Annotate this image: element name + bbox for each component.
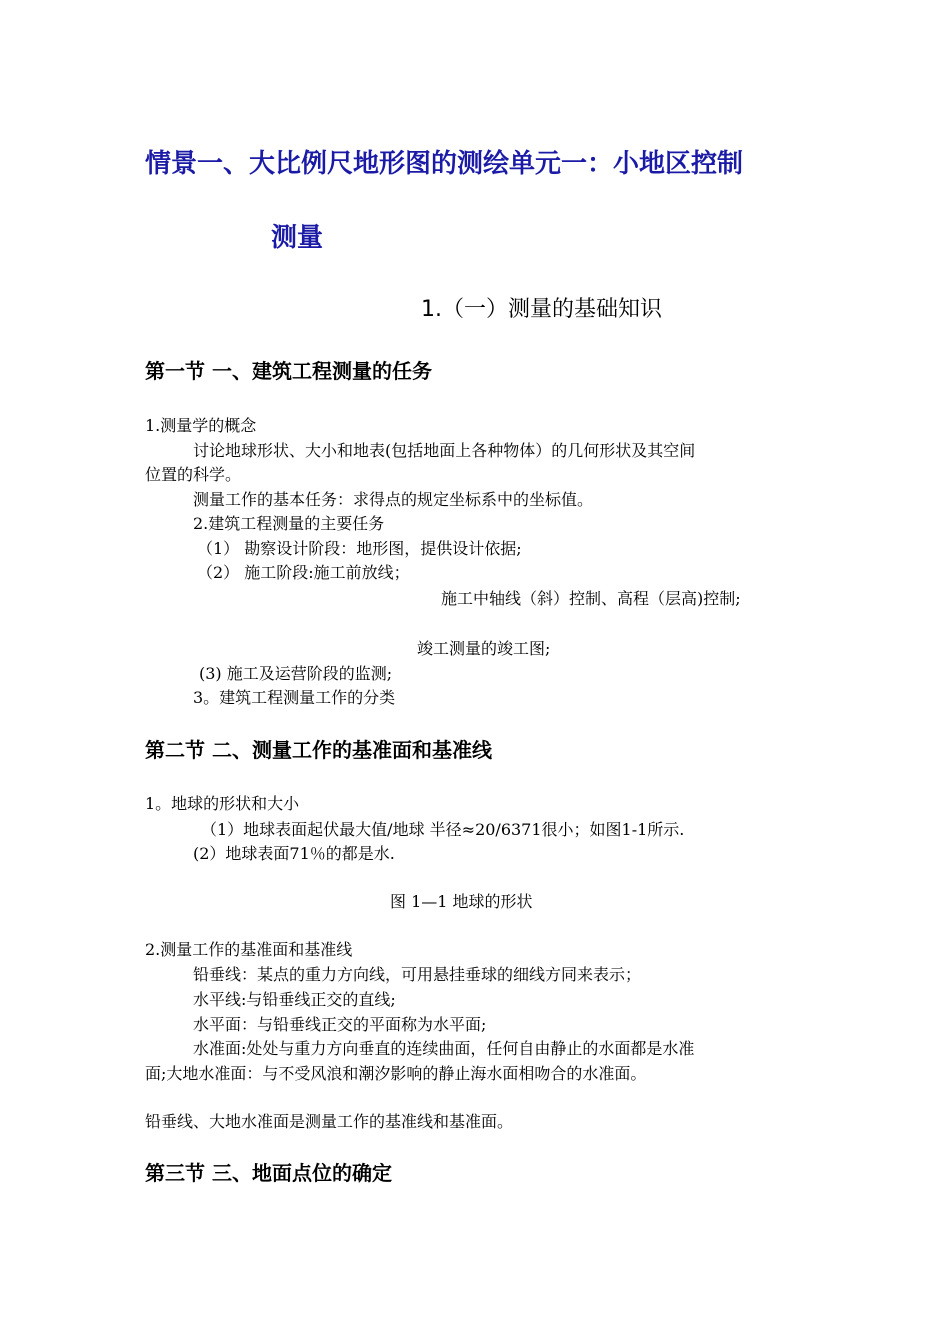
paragraph: 1。地球的形状和大小 bbox=[145, 794, 300, 813]
section-1-heading: 第一节 一、建筑工程测量的任务 bbox=[145, 359, 432, 383]
paragraph: 铅垂线：某点的重力方向线，可用悬挂垂球的细线方同来表示； bbox=[193, 965, 642, 984]
list-item: (3) 施工及运营阶段的监测; bbox=[199, 664, 393, 683]
paragraph: 水准面:处处与重力方向垂直的连续曲面，任何自由静止的水面都是水准 bbox=[193, 1039, 695, 1058]
list-item: (2）地球表面71％的都是水. bbox=[193, 844, 395, 863]
subtitle: 1.（一）测量的基础知识 bbox=[421, 297, 662, 322]
paragraph: 测量工作的基本任务：求得点的规定坐标系中的坐标值。 bbox=[193, 490, 594, 509]
list-item: （1） 勘察设计阶段：地形图，提供设计依据; bbox=[197, 539, 522, 558]
list-item: （1）地球表面起伏最大值/地球 半径≈20/6371很小；如图1-1所示. bbox=[201, 820, 685, 839]
figure-caption: 图 1—1 地球的形状 bbox=[390, 892, 533, 911]
paragraph: 2.建筑工程测量的主要任务 bbox=[193, 514, 385, 533]
list-item: 施工中轴线（斜）控制、高程（层高)控制; bbox=[441, 589, 741, 608]
title-line-1: 情景一、大比例尺地形图的测绘单元一：小地区控制 bbox=[145, 149, 744, 179]
paragraph: 水平线:与铅垂线正交的直线; bbox=[193, 990, 396, 1009]
paragraph: 3。建筑工程测量工作的分类 bbox=[193, 688, 396, 707]
list-item: 竣工测量的竣工图; bbox=[417, 639, 551, 658]
paragraph: 铅垂线、大地水准面是测量工作的基准线和基准面。 bbox=[145, 1112, 514, 1131]
paragraph: 位置的科学。 bbox=[145, 465, 242, 484]
title-line-2: 测量 bbox=[271, 223, 324, 253]
paragraph: 面;大地水准面：与不受风浪和潮汐影响的静止海水面相吻合的水准面。 bbox=[145, 1064, 647, 1083]
paragraph: 2.测量工作的基准面和基准线 bbox=[145, 940, 353, 959]
list-item: （2） 施工阶段:施工前放线； bbox=[197, 563, 410, 582]
section-2-heading: 第二节 二、测量工作的基准面和基准线 bbox=[145, 738, 492, 762]
paragraph: 水平面：与铅垂线正交的平面称为水平面; bbox=[193, 1015, 487, 1034]
paragraph: 讨论地球形状、大小和地表(包括地面上各种物体）的几何形状及其空间 bbox=[193, 441, 696, 460]
paragraph: 1.测量学的概念 bbox=[145, 416, 257, 435]
section-3-heading: 第三节 三、地面点位的确定 bbox=[145, 1161, 392, 1185]
